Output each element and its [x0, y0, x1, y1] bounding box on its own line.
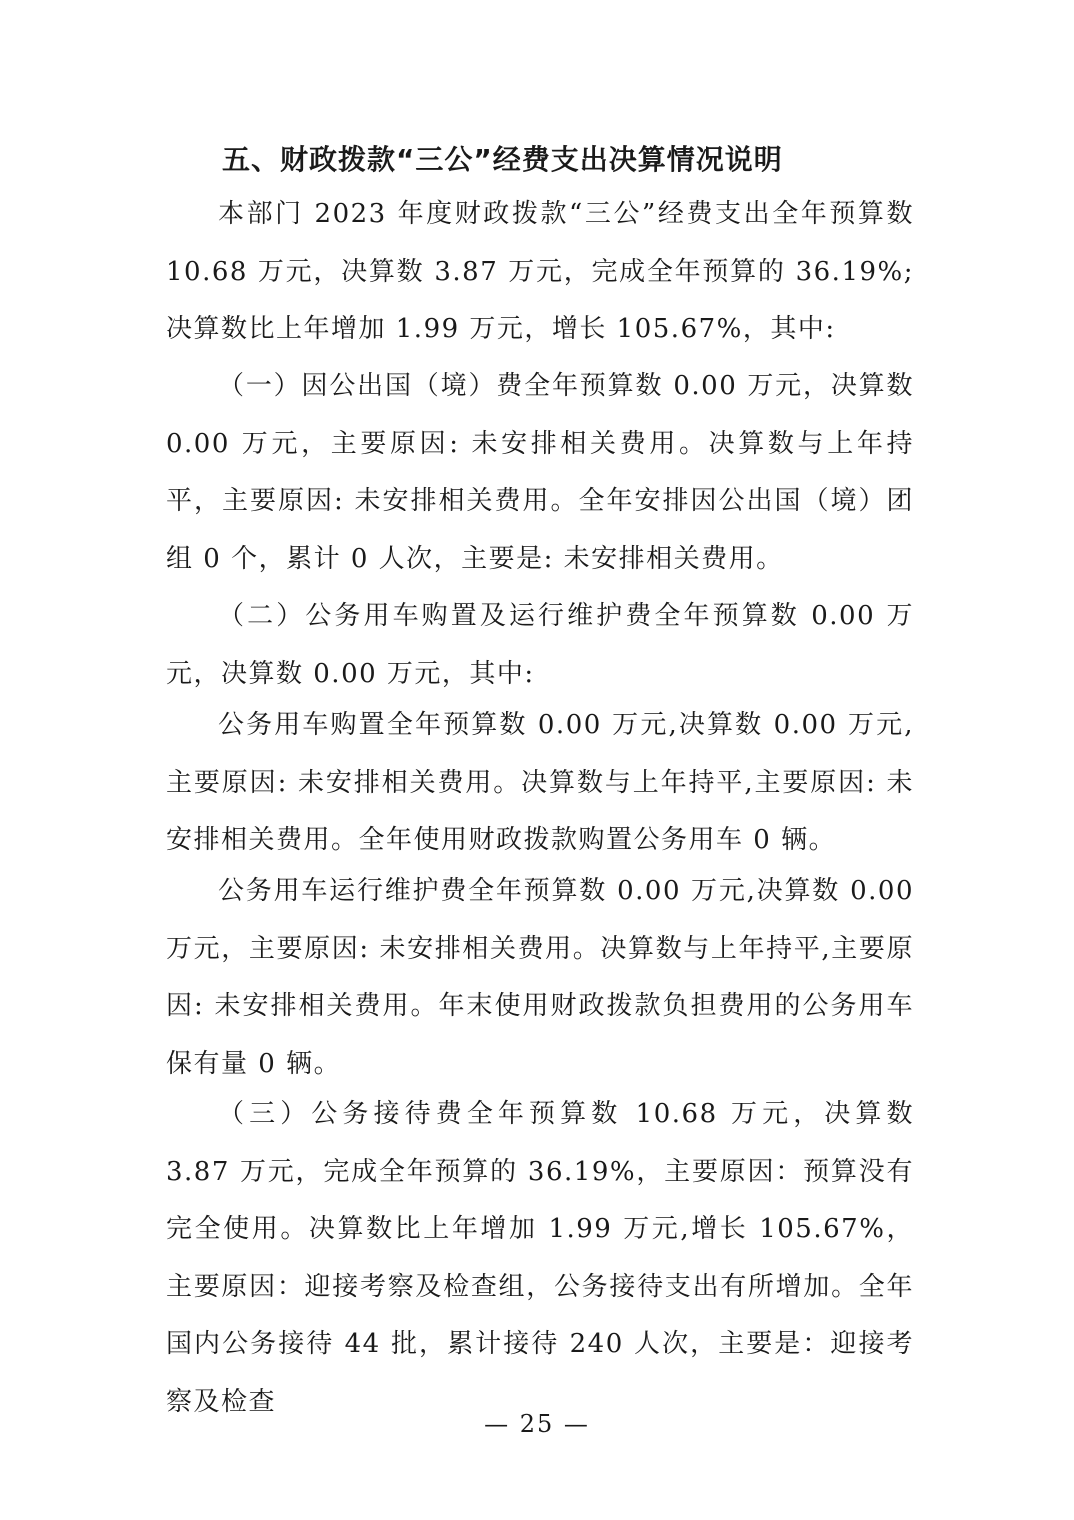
paragraph-overseas-travel: （一）因公出国（境）费全年预算数 0.00 万元，决算数 0.00 万元，主要原因: 未安排相关费用。决算数与上年持平，主要原因: 未安排相关费用。全年安排因公出国（境）团组 0 个，累计 0 人次，主要是: 未安排相关费用。 — [166, 371, 914, 574]
paragraph-official-reception: （三）公务接待费全年预算数 10.68 万元，决算数 3.87 万元，完成全年预算的 36.19%，主要原因：预算没有完全使用。决算数比上年增加 1.99 万元,增长 105.67%，主要原因：迎接考察及检查组，公务接待支出有所增加。全年国内公务接待 44 批，累计接待 240 人次，主要是：迎接考察及检查 — [166, 1099, 914, 1417]
section-heading: 五、财政拨款“三公”经费支出决算情况说明 — [222, 143, 783, 176]
paragraph-vehicle-maintenance: 公务用车运行维护费全年预算数 0.00 万元,决算数 0.00 万元，主要原因: 未安排相关费用。决算数与上年持平,主要原因: 未安排相关费用。年末使用财政拨款负担费用的公务用车保有量 0 辆。 — [166, 876, 914, 1079]
paragraph-vehicle-overview: （二）公务用车购置及运行维护费全年预算数 0.00 万元，决算数 0.00 万元，其中: — [166, 601, 914, 689]
paragraph-summary: 本部门 2023 年度财政拨款“三公”经费支出全年预算数 10.68 万元，决算数 3.87 万元，完成全年预算的 36.19%;决算数比上年增加 1.99 万元，增长 105.67%，其中: — [166, 199, 914, 344]
page-number: — 25 — — [484, 1410, 590, 1438]
paragraph-vehicle-purchase: 公务用车购置全年预算数 0.00 万元,决算数 0.00 万元,主要原因: 未安排相关费用。决算数与上年持平,主要原因: 未安排相关费用。全年使用财政拨款购置公务用车 0 辆。 — [166, 710, 914, 855]
